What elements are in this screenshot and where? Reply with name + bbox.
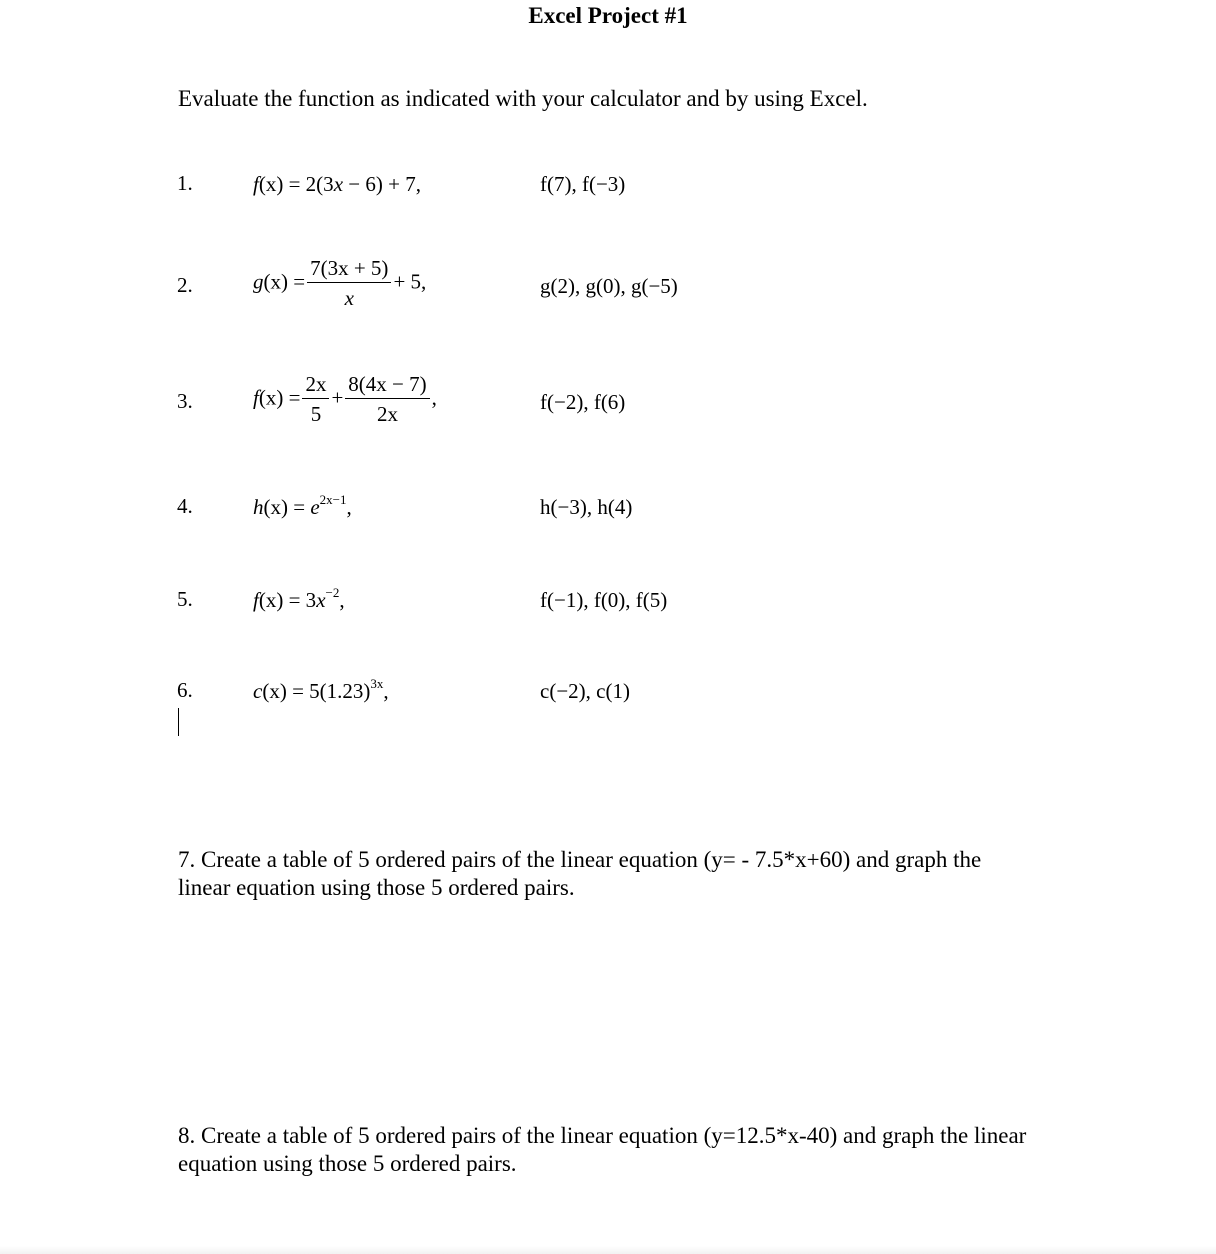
problem-6-function: $c(x) = 5(1.23)^{3x}$, (253, 676, 389, 703)
problem-3-evaluations: f(−2), f(6) (540, 390, 626, 414)
problem-6-evaluations: c(−2), c(1) (540, 679, 630, 703)
problem-5-function: $f(x) = 3x^{-2}$, (253, 585, 345, 612)
problem-4-number: 4. (177, 494, 193, 518)
problem-2-fraction: $\frac{7(3x + 5)}{x}$ (307, 254, 391, 313)
text-cursor (178, 708, 179, 736)
problem-4-function: $h(x) = e^{2x-1}$, (253, 492, 352, 519)
problem-5-evaluations: f(−1), f(0), f(5) (540, 588, 668, 612)
problem-3-fraction-2: $\frac{8(4x - 7)}{2x}$ (345, 370, 429, 429)
problem-1-function: f(x) = 2(3x − 6) + 7, (253, 172, 421, 196)
problem-3-fraction-1: $\frac{2x}{5}$ (302, 370, 329, 429)
problem-2-number: 2. (177, 273, 193, 297)
page-bottom-edge (0, 1246, 1216, 1254)
problem-4-evaluations: h(−3), h(4) (540, 495, 633, 519)
task-8-paragraph: 8. Create a table of 5 ordered pairs of the linear equation (y=12.5*x-40) and graph the linear equation using those 5 ordered pairs. (178, 1123, 1027, 1176)
document-title: Excel Project #1 (528, 3, 688, 28)
problem-2-function: g(x) = $\frac{7(3x + 5)}{x}$ + 5, (253, 254, 426, 313)
problem-1-evaluations: f(7), f(−3) (540, 172, 626, 196)
problem-2-evaluations: g(2), g(0), g(−5) (540, 274, 678, 298)
problem-6-number: 6. (177, 678, 193, 702)
problem-5-number: 5. (177, 587, 193, 611)
instructions: Evaluate the function as indicated with your calculator and by using Excel. (178, 86, 868, 111)
problem-3-function: f(x) = $\frac{2x}{5}$ + $\frac{8(4x - 7)}{2x}$ , (253, 370, 437, 429)
problem-1-number: 1. (177, 171, 193, 195)
problem-3-number: 3. (177, 389, 193, 413)
task-7-paragraph: 7. Create a table of 5 ordered pairs of the linear equation (y= - 7.5*x+60) and graph the linear equation using those 5 ordered pairs. (178, 847, 982, 900)
